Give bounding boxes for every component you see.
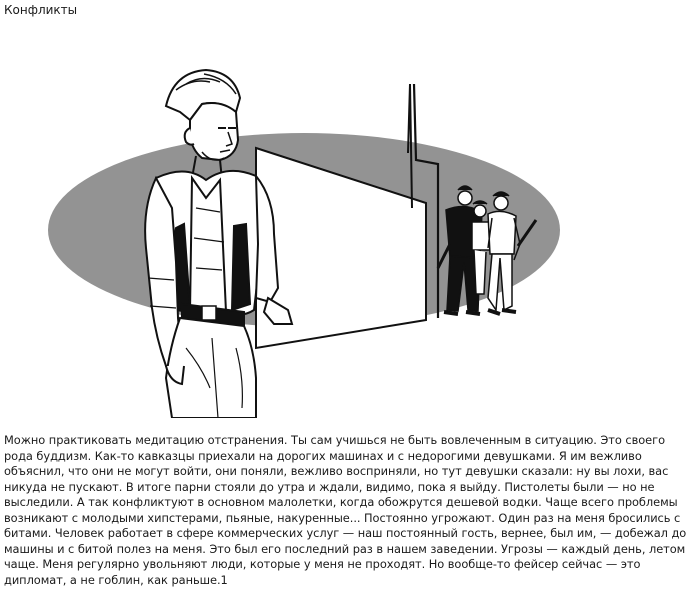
illustration — [6, 48, 596, 418]
bouncer-comic-illustration-icon — [6, 48, 596, 418]
bouncer-figure — [145, 70, 292, 418]
article-text: Можно практиковать медитацию отстранения. Ты сам учишься не быть вовлеченным в ситуацию. Это своего рода буддизм. Как-то кавказцы приехали на дорогих машинах и с недорогими девушками. Я им вежливо объяснил, что они не могут войти, они поняли, вежливо восприняли, но тут девушки сказали: ну вы лохи, вас никуда не пускают. В итоге парни стояли до утра и ждали, видимо, пока я выйду. Пистолеты были — но не выследили. А так конфликтуют в основном малолетки, когда обожрутся дешевой водки. Чаще всего проблемы возникают с молодыми хипстерами, пьяные, накуренные... Постоянно угрожают. Один раз на меня бросились с битами. Человек работает в сфере коммерческих услуг — наш постоянный гость, вернее, был им, — добежал до машины и с битой полез на меня. Это был его последний раз в нашем заведении. Угрозы — каждый день, летом чаще. Меня регулярно увольняют люди, которые у меня не проходят. Но вообще-то фейсер сейчас — это дипломат, а не гоблин, как раньше.1 — [4, 433, 687, 587]
page-title: Конфликты — [4, 3, 78, 17]
